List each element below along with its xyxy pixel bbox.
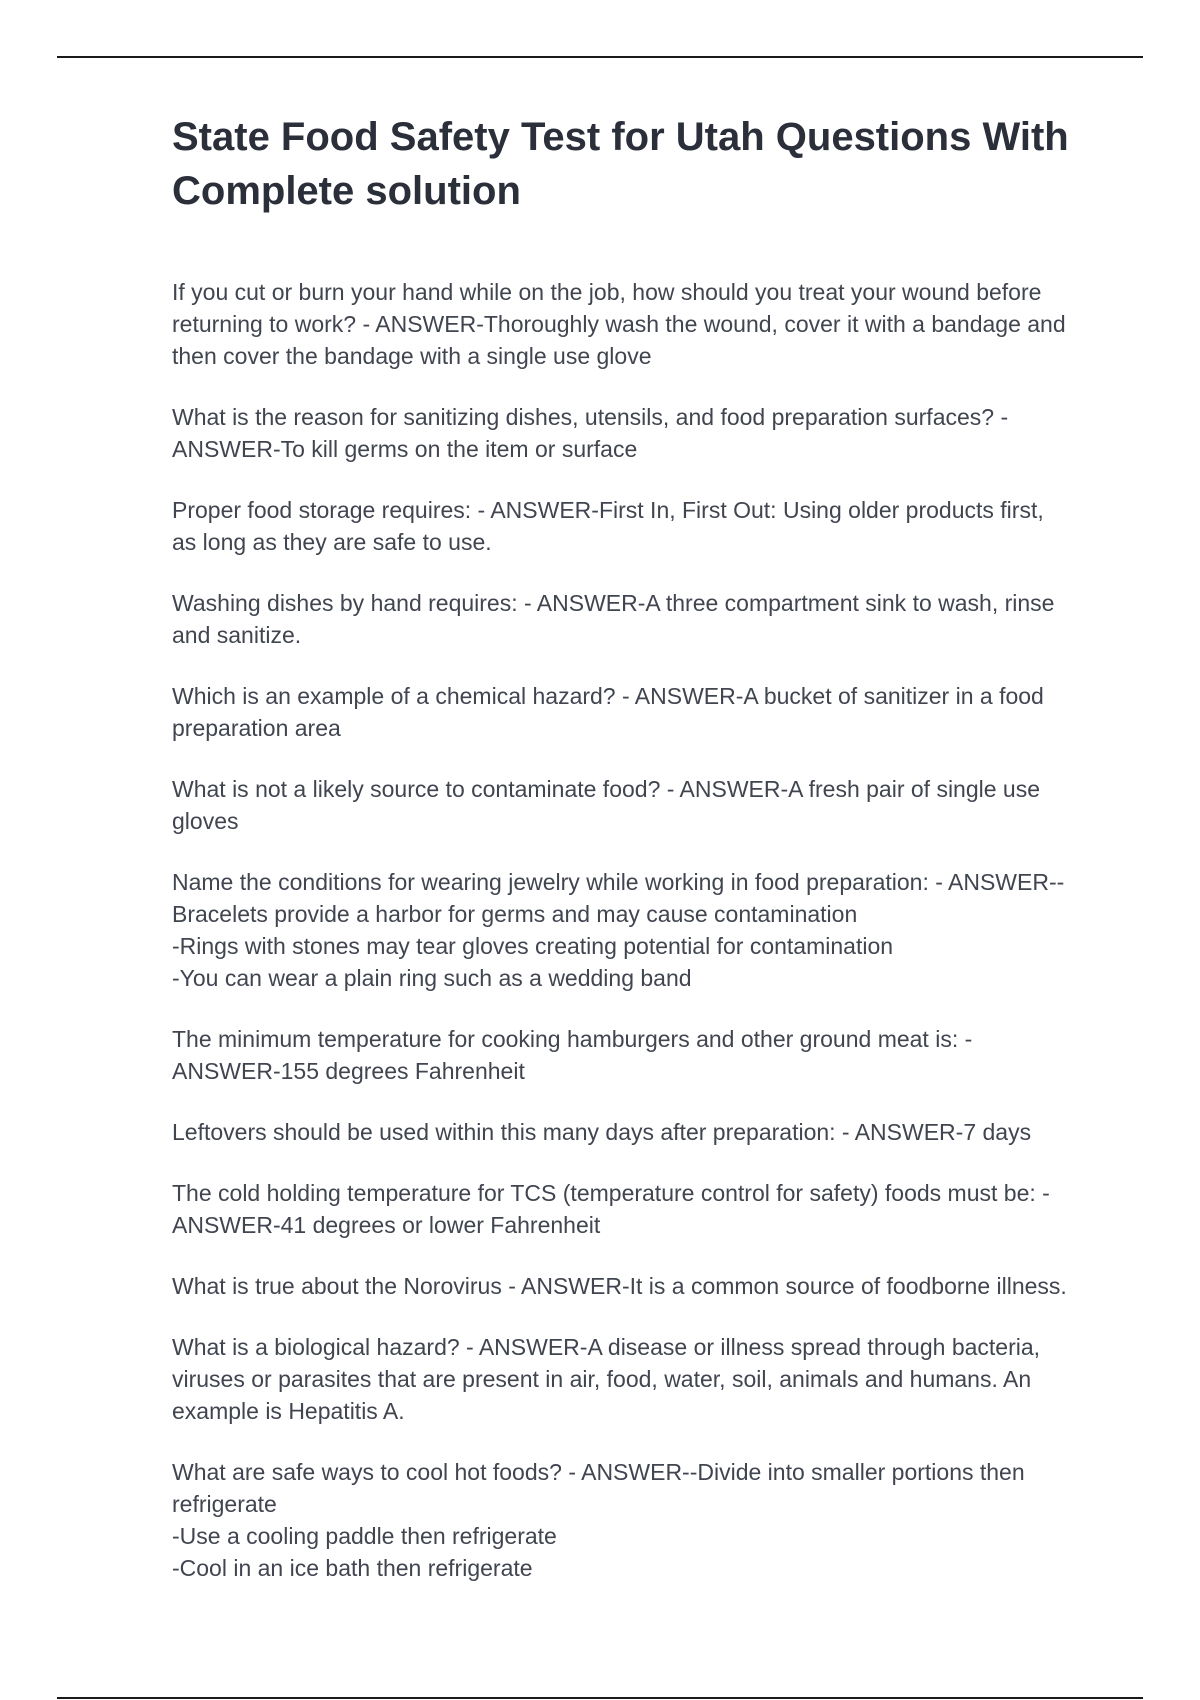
top-rule [57,56,1143,58]
qa-line: Which is an example of a chemical hazard? - ANSWER-A bucket of sanitizer in a food [172,683,1044,709]
qa-line: If you cut or burn your hand while on the job, how should you treat your wound before [172,279,1042,305]
qa-line: -Rings with stones may tear gloves creating potential for contamination [172,933,894,959]
qa-line: gloves [172,808,239,834]
qa-line: Name the conditions for wearing jewelry while working in food preparation: - ANSWER-- [172,869,1065,895]
bottom-rule [57,1697,1143,1699]
qa-line: then cover the bandage with a single use glove [172,343,652,369]
qa-item [172,866,1122,994]
qa-line: The minimum temperature for cooking hamburgers and other ground meat is: - [172,1026,973,1052]
title-line: State Food Safety Test for Utah Questions With [172,115,1069,159]
qa-item [172,401,1122,465]
document-body [172,110,1122,1613]
qa-line: preparation area [172,715,341,741]
qa-line: example is Hepatitis A. [172,1398,405,1424]
qa-item [172,276,1122,372]
qa-item [172,587,1122,651]
qa-line: What is the reason for sanitizing dishes, utensils, and food preparation surfaces? - [172,404,1009,430]
qa-line: What is true about the Norovirus - ANSWER-It is a common source of foodborne illness. [172,1273,1067,1299]
qa-line: Leftovers should be used within this many days after preparation: - ANSWER-7 days [172,1119,1032,1145]
qa-line: Proper food storage requires: - ANSWER-First In, First Out: Using older products first, [172,497,1044,523]
qa-item [172,1270,1122,1302]
qa-item [172,1331,1122,1427]
qa-item [172,1116,1122,1148]
qa-line: refrigerate [172,1491,277,1517]
qa-line: -Cool in an ice bath then refrigerate [172,1555,533,1581]
qa-line: viruses or parasites that are present in air, food, water, soil, animals and humans. An [172,1366,1032,1392]
qa-line: as long as they are safe to use. [172,529,492,555]
qa-list [172,276,1122,1584]
qa-line: -Use a cooling paddle then refrigerate [172,1523,557,1549]
qa-item [172,773,1122,837]
qa-line: and sanitize. [172,622,302,648]
qa-line: What are safe ways to cool hot foods? - ANSWER--Divide into smaller portions then [172,1459,1025,1485]
title-line: Complete solution [172,169,521,213]
qa-line: returning to work? - ANSWER-Thoroughly wash the wound, cover it with a bandage and [172,311,1066,337]
qa-line: ANSWER-41 degrees or lower Fahrenheit [172,1212,601,1238]
qa-line: What is not a likely source to contaminate food? - ANSWER-A fresh pair of single use [172,776,1041,802]
qa-item [172,680,1122,744]
qa-item [172,1023,1122,1087]
qa-line: Washing dishes by hand requires: - ANSWER-A three compartment sink to wash, rinse [172,590,1055,616]
qa-line: ANSWER-To kill germs on the item or surface [172,436,638,462]
qa-line: ANSWER-155 degrees Fahrenheit [172,1058,525,1084]
qa-item [172,1177,1122,1241]
qa-line: The cold holding temperature for TCS (temperature control for safety) foods must be: - [172,1180,1050,1206]
qa-line: What is a biological hazard? - ANSWER-A disease or illness spread through bacteria, [172,1334,1041,1360]
qa-item [172,494,1122,558]
qa-line: Bracelets provide a harbor for germs and may cause contamination [172,901,858,927]
qa-line: -You can wear a plain ring such as a wedding band [172,965,692,991]
document-title [172,110,1122,218]
qa-item [172,1456,1122,1584]
